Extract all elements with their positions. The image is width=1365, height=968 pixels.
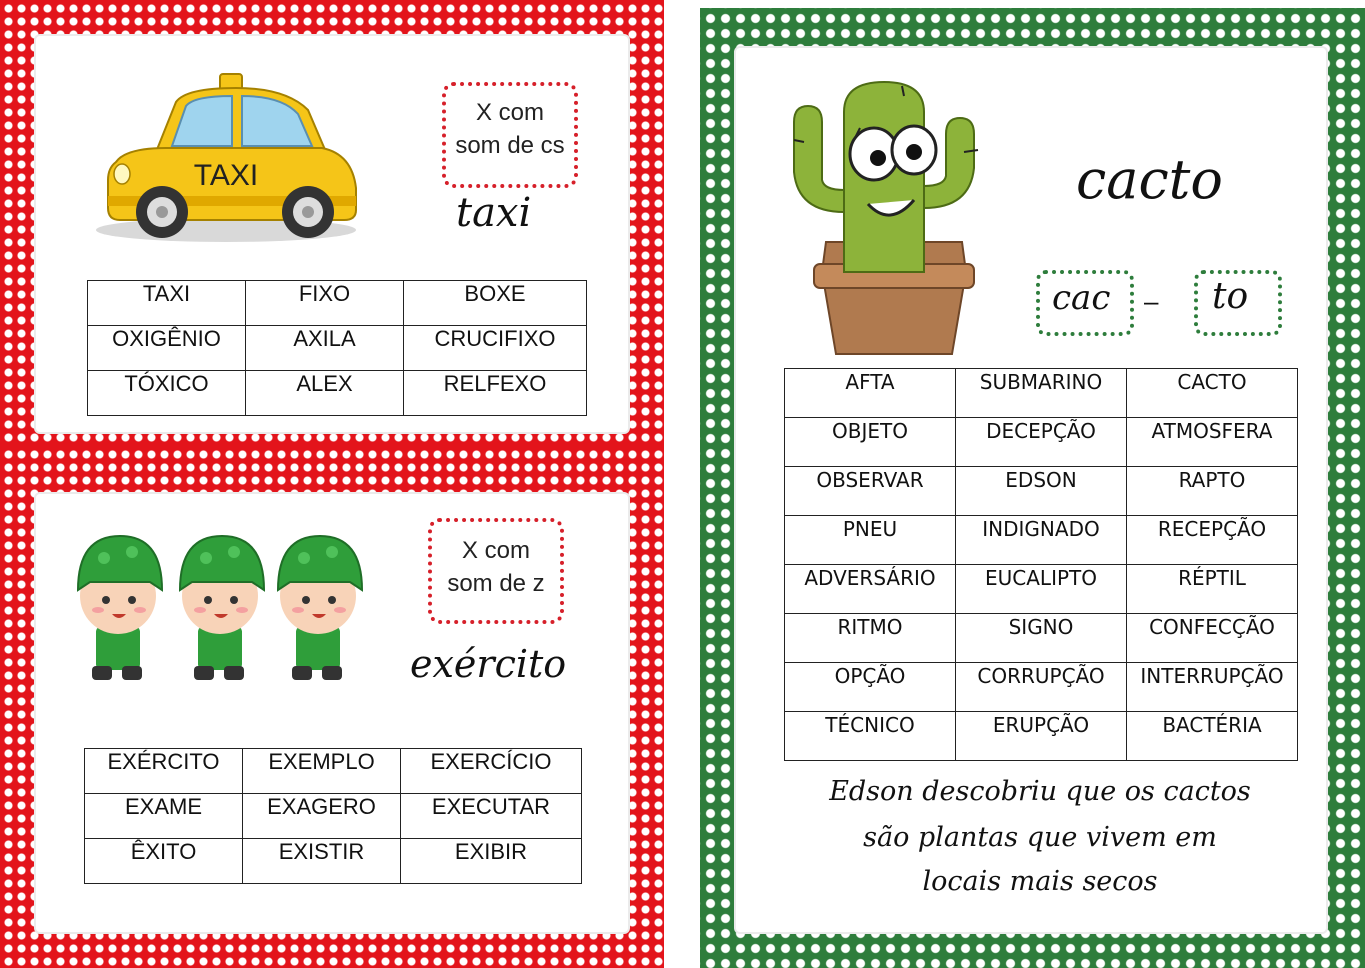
table-row: [785, 712, 1298, 761]
cursive-word-cacto: cacto: [1076, 148, 1223, 211]
table-cell: TÓXICO: [88, 371, 246, 416]
syllable-dash: –: [1144, 286, 1159, 316]
table-row: [785, 418, 1298, 467]
table-row: [85, 794, 582, 839]
table-row: [785, 565, 1298, 614]
table-cell: TAXI: [88, 281, 246, 326]
word-table-exercito: [84, 748, 582, 884]
table-cell: EXAGERO: [243, 794, 401, 839]
table-cell: ATMOSFERA: [1127, 418, 1298, 467]
table-cell: ÊXITO: [85, 839, 243, 884]
table-cell: EXIBIR: [401, 839, 582, 884]
cactus-illustration: [764, 72, 1024, 362]
table-cell: CRUCIFIXO: [404, 326, 587, 371]
table-cell: SIGNO: [956, 614, 1127, 663]
tag-line-1: X com: [461, 537, 530, 564]
table-cell: EUCALIPTO: [956, 565, 1127, 614]
table-cell: DECEPÇÃO: [956, 418, 1127, 467]
table-row: [88, 281, 587, 326]
table-cell: OBJETO: [785, 418, 956, 467]
table-row: [785, 467, 1298, 516]
table-row: [785, 516, 1298, 565]
table-cell: CORRUPÇÃO: [956, 663, 1127, 712]
table-cell: TÉCNICO: [785, 712, 956, 761]
table-cell: OBSERVAR: [785, 467, 956, 516]
table-row: [785, 663, 1298, 712]
table-cell: CACTO: [1127, 369, 1298, 418]
table-cell: BOXE: [404, 281, 587, 326]
tag-line-2: som de cs: [455, 132, 565, 159]
table-cell: SUBMARINO: [956, 369, 1127, 418]
cursive-word-exercito: exército: [410, 642, 567, 686]
sentence-line-1: Edson descobriu que os cactos: [829, 776, 1251, 807]
table-cell: EXECUTAR: [401, 794, 582, 839]
taxi-sign-text: TAXI: [193, 159, 259, 192]
table-cell: ERUPÇÃO: [956, 712, 1127, 761]
table-cell: AFTA: [785, 369, 956, 418]
tag-line-1: X com: [475, 99, 544, 126]
table-cell: RECEPÇÃO: [1127, 516, 1298, 565]
table-cell: INTERRUPÇÃO: [1127, 663, 1298, 712]
table-cell: BACTÉRIA: [1127, 712, 1298, 761]
tag-line-2: som de z: [447, 570, 545, 597]
table-cell: EXÉRCITO: [85, 749, 243, 794]
sentence-line-3: locais mais secos: [922, 866, 1158, 897]
word-table-taxi: [87, 280, 587, 416]
sentence-line-2: são plantas que vivem em: [863, 822, 1217, 853]
tag-x-som-z: [428, 518, 564, 624]
card-cacto: [700, 8, 1365, 968]
table-cell: RAPTO: [1127, 467, 1298, 516]
tag-x-som-cs: [442, 82, 578, 188]
word-table-cacto: [784, 368, 1298, 761]
table-cell: EDSON: [956, 467, 1127, 516]
table-cell: OXIGÊNIO: [88, 326, 246, 371]
table-cell: EXAME: [85, 794, 243, 839]
table-row: [85, 749, 582, 794]
table-cell: EXISTIR: [243, 839, 401, 884]
table-cell: EXERCÍCIO: [401, 749, 582, 794]
table-cell: PNEU: [785, 516, 956, 565]
syllable-cac: cac: [1052, 278, 1111, 318]
cursive-word-taxi: taxi: [456, 190, 532, 236]
table-row: [88, 326, 587, 371]
card-exercito: [0, 446, 664, 968]
table-cell: RELFEXO: [404, 371, 587, 416]
table-cell: EXEMPLO: [243, 749, 401, 794]
table-row: [785, 369, 1298, 418]
table-row: [88, 371, 587, 416]
table-cell: ALEX: [246, 371, 404, 416]
table-cell: RÉPTIL: [1127, 565, 1298, 614]
table-row: [85, 839, 582, 884]
table-cell: ADVERSÁRIO: [785, 565, 956, 614]
table-cell: INDIGNADO: [956, 516, 1127, 565]
soldiers-illustration: [70, 506, 386, 688]
table-cell: OPÇÃO: [785, 663, 956, 712]
table-cell: RITMO: [785, 614, 956, 663]
table-cell: AXILA: [246, 326, 404, 371]
card-taxi: [0, 0, 664, 446]
taxi-illustration: [86, 70, 366, 250]
table-cell: FIXO: [246, 281, 404, 326]
table-cell: CONFECÇÃO: [1127, 614, 1298, 663]
syllable-to: to: [1212, 276, 1249, 317]
table-row: [785, 614, 1298, 663]
